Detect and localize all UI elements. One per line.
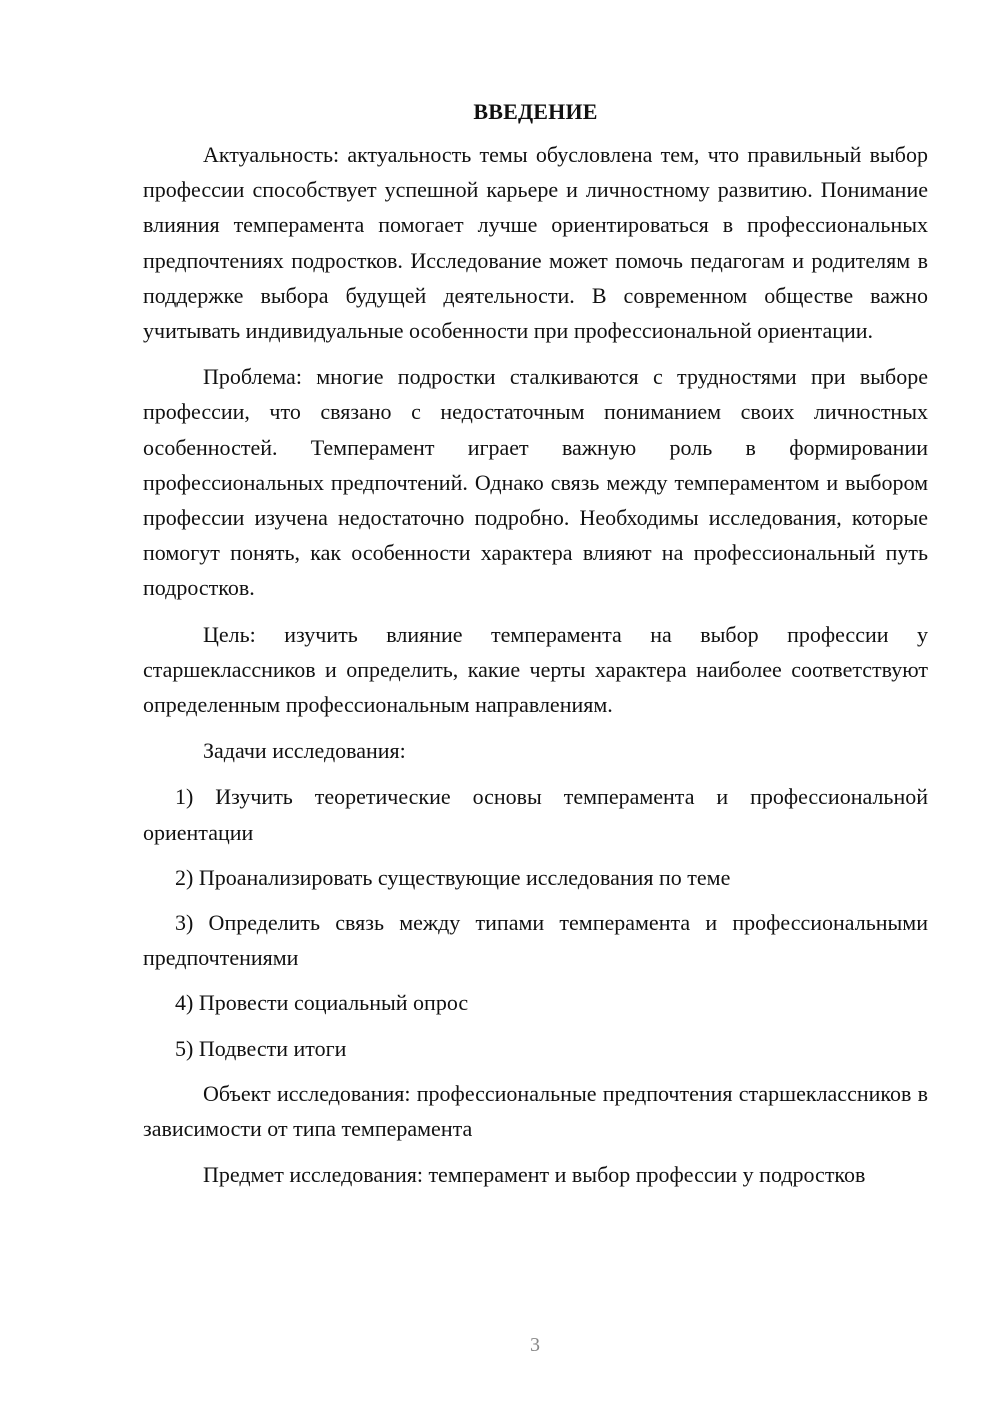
tasks-heading: Задачи исследования: xyxy=(203,738,406,764)
task-item: 1) Изучить теоретические основы темперамента и профессиональной ориентации xyxy=(143,784,928,845)
page-number: 3 xyxy=(530,1334,540,1356)
problem-paragraph: Проблема: многие подростки сталкиваются с трудностями при выборе профессии, что связано с недостаточным пониманием своих личностных особенностей. Темперамент играет важную роль в формировании профессиональных предпочтений. Однако связь между темпераментом и выбором профессии изучена недостаточно подробно. Необходимы исследования, которые помогут понять, как особенности характера влияют на профессиональный путь подростков. xyxy=(143,364,928,601)
task-item: 5) Подвести итоги xyxy=(175,1035,347,1061)
task-item: 2) Проанализировать существующие исследования по теме xyxy=(175,864,731,890)
section-title: ВВЕДЕНИЕ xyxy=(473,99,598,124)
relevance-paragraph: Актуальность: актуальность темы обусловлена тем, что правильный выбор профессии способствует успешной карьере и личностному развитию. Понимание влияния темперамента помогает лучше ориентироваться в профессиональных предпочтениях подростков. Исследование может помочь педагогам и родителям в поддержке выбора будущей деятельности. В современном обществе важно учитывать индивидуальные особенности при профессиональной ориентации. xyxy=(143,142,928,344)
task-item: 3) Определить связь между типами темперамента и профессиональными предпочтениями xyxy=(143,910,928,971)
research-subject-paragraph: Предмет исследования: темперамент и выбор профессии у подростков xyxy=(203,1162,866,1188)
page-content xyxy=(143,96,928,1203)
research-object-paragraph: Объект исследования: профессиональные предпочтения старшеклассников в зависимости от типа темперамента xyxy=(143,1080,928,1142)
task-item: 4) Провести социальный опрос xyxy=(175,990,469,1016)
goal-paragraph: Цель: изучить влияние темперамента на выбор профессии у старшеклассников и определить, какие черты характера наиболее соответствуют определенным профессиональным направлениям. xyxy=(143,621,928,718)
